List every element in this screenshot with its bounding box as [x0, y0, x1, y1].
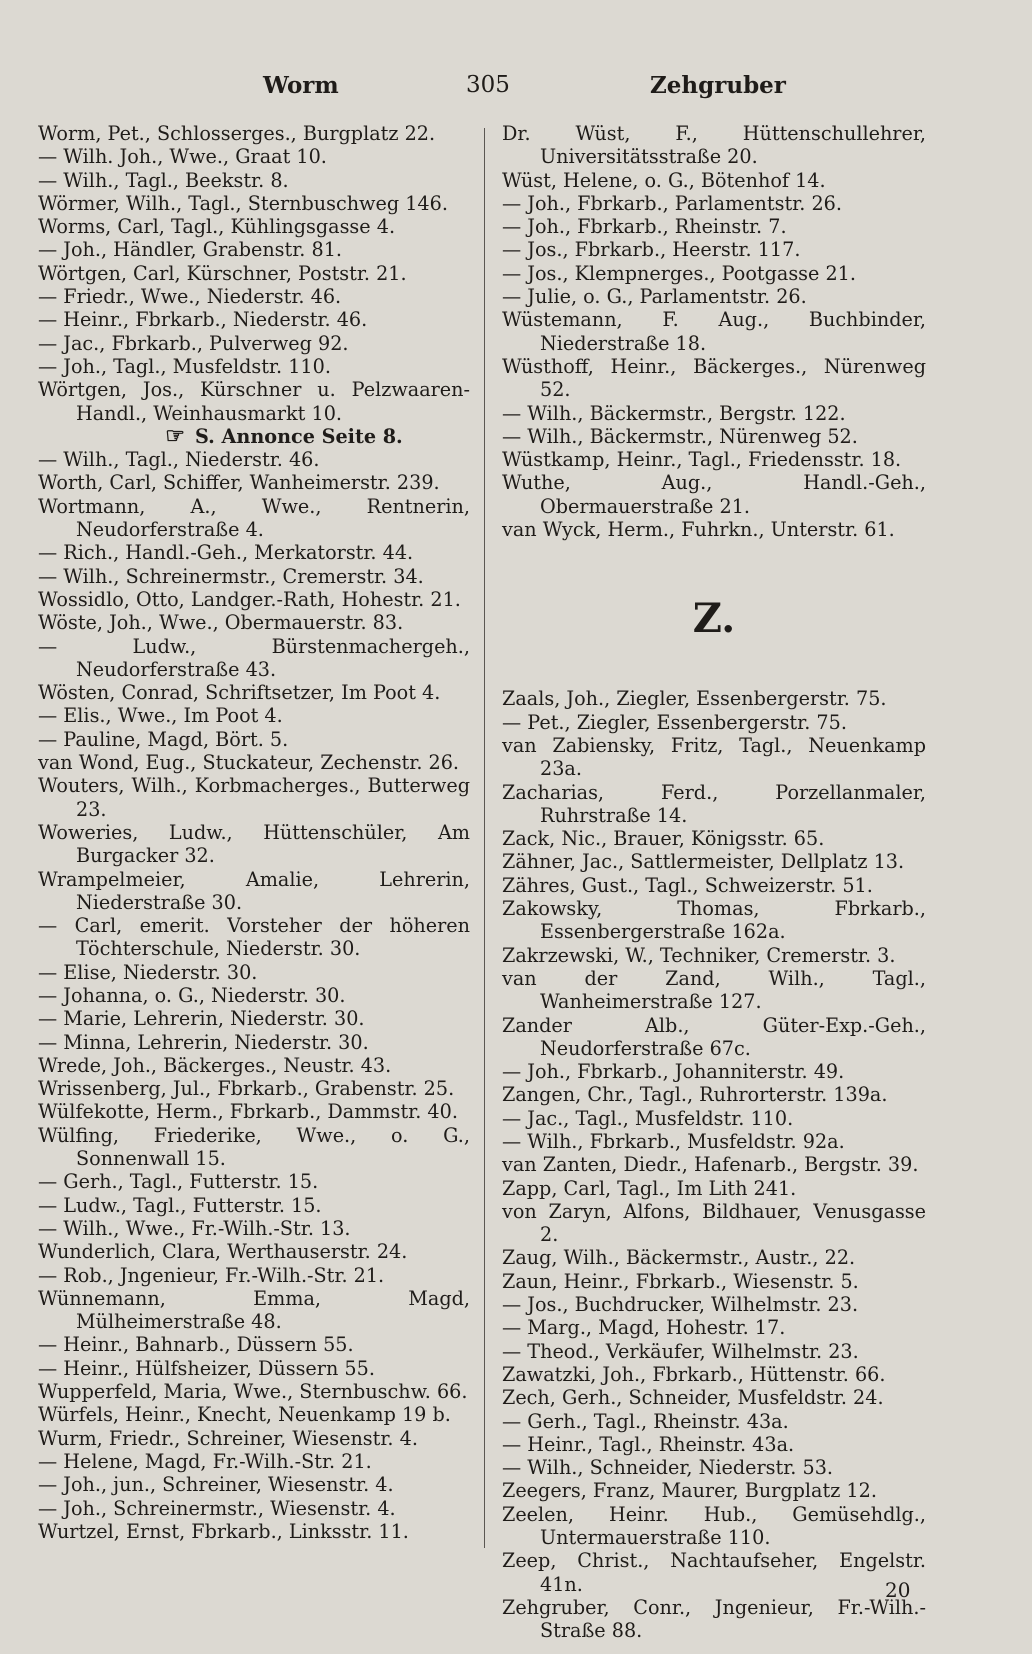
directory-entry: Zaals, Joh., Ziegler, Essenbergerstr. 75. [502, 687, 887, 711]
directory-entry: Wrampelmeier, Amalie, Lehrerin, Niederstraße 30. [38, 867, 470, 914]
directory-entry: Zacharias, Ferd., Porzellanmaler, Ruhrstraße 14. [502, 780, 926, 827]
directory-entry: — Gerh., Tagl., Rheinstr. 43a. [502, 1409, 789, 1433]
directory-entry: — Carl, emerit. Vorsteher der höheren Töchterschule, Niederstr. 30. [38, 914, 470, 961]
directory-entry: — Elise, Niederstr. 30. [38, 960, 258, 984]
directory-entry: — Johanna, o. G., Niederstr. 30. [38, 983, 346, 1007]
directory-entry: Wurm, Friedr., Schreiner, Wiesenstr. 4. [38, 1426, 418, 1450]
directory-entry: van Zanten, Diedr., Hafenarb., Bergstr. 39. [502, 1153, 919, 1177]
pointing-hand-icon: ☞ [165, 422, 185, 449]
directory-entry: — Wilh., Tagl., Niederstr. 46. [38, 448, 320, 472]
directory-entry: Zähner, Jac., Sattlermeister, Dellplatz 13. [502, 850, 905, 874]
header-right-keyword: Zehgruber [650, 72, 786, 99]
directory-entry: Zeegers, Franz, Maurer, Burgplatz 12. [502, 1479, 877, 1503]
directory-entry: — Joh., Tagl., Musfeldstr. 110. [38, 354, 331, 378]
directory-entry: van der Zand, Wilh., Tagl., Wanheimerstraße 127. [502, 966, 926, 1014]
directory-entry: Wortmann, A., Wwe., Rentnerin, Neudorferstraße 4. [38, 494, 470, 542]
directory-entry: — Wilh., Tagl., Beekstr. 8. [38, 168, 289, 192]
directory-entry: Zangen, Chr., Tagl., Ruhrorterstr. 139a. [502, 1083, 888, 1107]
directory-entry: Wupperfeld, Maria, Wwe., Sternbuschw. 66. [38, 1380, 468, 1404]
directory-entry: van Zabiensky, Fritz, Tagl., Neuenkamp 23a. [502, 733, 926, 781]
directory-entry: Wossidlo, Otto, Landger.-Rath, Hohestr. 21. [38, 587, 461, 611]
directory-entry: — Wilh., Fbrkarb., Musfeldstr. 92a. [502, 1129, 845, 1153]
directory-entry: Wunderlich, Clara, Werthauserstr. 24. [38, 1240, 408, 1264]
footer-signature: 20 [885, 1578, 911, 1602]
directory-entry: — Wilh., Wwe., Fr.-Wilh.-Str. 13. [38, 1216, 351, 1240]
directory-entry: — Minna, Lehrerin, Niederstr. 30. [38, 1030, 369, 1054]
directory-entry: — Helene, Magd, Fr.-Wilh.-Str. 21. [38, 1449, 372, 1473]
directory-entry: Worm, Pet., Schlosserges., Burgplatz 22. [38, 122, 436, 145]
directory-entry: — Heinr., Hülfsheizer, Düssern 55. [38, 1356, 375, 1380]
directory-entry: Wösten, Conrad, Schriftsetzer, Im Poot 4. [38, 681, 441, 705]
directory-entry: — Jos., Buchdrucker, Wilhelmstr. 23. [502, 1293, 859, 1317]
directory-entry: — Pet., Ziegler, Essenbergerstr. 75. [502, 710, 847, 734]
directory-entry: — Rob., Jngenieur, Fr.-Wilh.-Str. 21. [38, 1263, 385, 1287]
directory-entry: Zaug, Wilh., Bäckermstr., Austr., 22. [502, 1246, 856, 1270]
directory-entry: Wöste, Joh., Wwe., Obermauerstr. 83. [38, 611, 404, 635]
directory-entry: Wünnemann, Emma, Magd, Mülheimerstraße 48. [38, 1286, 470, 1334]
directory-entry: — Heinr., Tagl., Rheinstr. 43a. [502, 1432, 795, 1456]
annonce-text: S. Annonce Seite 8. [194, 424, 403, 448]
directory-entry: — Wilh., Bäckermstr., Nürenweg 52. [502, 424, 858, 448]
directory-entry: Zander Alb., Güter-Exp.-Geh., Neudorferstraße 67c. [502, 1013, 926, 1060]
directory-entry: Wrissenberg, Jul., Fbrkarb., Grabenstr. 25. [38, 1077, 455, 1101]
directory-entry: Wörtgen, Jos., Kürschner u. Pelzwaaren-Handl., Weinhausmarkt 10. [38, 378, 470, 425]
directory-entry: Zakrzewski, W., Techniker, Cremerstr. 3. [502, 943, 896, 967]
directory-entry: Wülfekotte, Herm., Fbrkarb., Dammstr. 40. [38, 1100, 458, 1124]
directory-entry: van Wyck, Herm., Fuhrkn., Unterstr. 61. [502, 518, 895, 542]
directory-entry: — Marg., Magd, Hohestr. 17. [502, 1316, 786, 1340]
directory-entry: — Wilh. Joh., Wwe., Graat 10. [38, 145, 327, 169]
directory-entry: — Joh., jun., Schreiner, Wiesenstr. 4. [38, 1473, 394, 1497]
directory-entry: — Gerh., Tagl., Futterstr. 15. [38, 1170, 319, 1194]
directory-entry: Zapp, Carl, Tagl., Im Lith 241. [502, 1176, 797, 1200]
directory-entry: — Joh., Fbrkarb., Rheinstr. 7. [502, 215, 787, 239]
directory-entry: — Jos., Fbrkarb., Heerstr. 117. [502, 238, 801, 262]
directory-entry: — Jos., Klempnerges., Pootgasse 21. [502, 261, 856, 285]
directory-entry: — Friedr., Wwe., Niederstr. 46. [38, 285, 342, 309]
right-column-bottom-entries [502, 687, 926, 1642]
directory-entry: — Jac., Fbrkarb., Pulverweg 92. [38, 331, 349, 355]
directory-entry: — Theod., Verkäufer, Wilhelmstr. 23. [502, 1339, 859, 1363]
directory-entry: Zack, Nic., Brauer, Königsstr. 65. [502, 827, 825, 851]
directory-entry: Wörmer, Wilh., Tagl., Sternbuschweg 146. [38, 191, 448, 215]
directory-entry: von Zaryn, Alfons, Bildhauer, Venusgasse 2. [502, 1199, 926, 1247]
directory-entry: Wouters, Wilh., Korbmacherges., Butterweg 23. [38, 774, 470, 821]
directory-entry: — Wilh., Schreinermstr., Cremerstr. 34. [38, 564, 424, 588]
directory-entry: Zakowsky, Thomas, Fbrkarb., Essenbergerstraße 162a. [502, 897, 926, 944]
directory-entry: — Jac., Tagl., Musfeldstr. 110. [502, 1106, 794, 1130]
directory-entry: Wüsthoff, Heinr., Bäckerges., Nürenweg 52. [502, 354, 926, 402]
directory-entry: — Wilh., Schneider, Niederstr. 53. [502, 1456, 834, 1480]
directory-entry: Wüstemann, F. Aug., Buchbinder, Niederstraße 18. [502, 308, 926, 355]
directory-entry: — Ludw., Bürstenmachergeh., Neudorferstraße 43. [38, 634, 470, 681]
directory-entry: — Elis., Wwe., Im Poot 4. [38, 704, 283, 728]
column-divider [484, 128, 485, 1548]
directory-entry: Wurtzel, Ernst, Fbrkarb., Linksstr. 11. [38, 1519, 409, 1543]
directory-entry: — Julie, o. G., Parlamentstr. 26. [502, 285, 807, 309]
directory-entry: Worth, Carl, Schiffer, Wanheimerstr. 239. [38, 471, 440, 495]
directory-entry: — Wilh., Bäckermstr., Bergstr. 122. [502, 401, 846, 425]
directory-entry: Dr. Wüst, F., Hüttenschullehrer, Universitätsstraße 20. [502, 122, 926, 169]
directory-entry: Zeep, Christ., Nachtaufseher, Engelstr. 41n. [502, 1549, 926, 1596]
directory-entry: — Pauline, Magd, Bört. 5. [38, 727, 289, 751]
directory-entry: Zawatzki, Joh., Fbrkarb., Hüttenstr. 66. [502, 1362, 886, 1386]
directory-entry: — Joh., Händler, Grabenstr. 81. [38, 238, 343, 262]
directory-entry: Zaun, Heinr., Fbrkarb., Wiesenstr. 5. [502, 1269, 859, 1293]
annonce-reference [38, 422, 470, 449]
directory-entry: van Wond, Eug., Stuckateur, Zechenstr. 26. [38, 751, 460, 775]
directory-entry: — Heinr., Fbrkarb., Niederstr. 46. [38, 308, 368, 332]
directory-entry: — Joh., Fbrkarb., Johanniterstr. 49. [502, 1060, 845, 1084]
directory-entry: Wüstkamp, Heinr., Tagl., Friedensstr. 18. [502, 448, 902, 472]
directory-entry: Wüst, Helene, o. G., Bötenhof 14. [502, 168, 826, 192]
right-column-top-entries [502, 122, 926, 541]
left-column [38, 122, 470, 1543]
directory-entry: Wörtgen, Carl, Kürschner, Poststr. 21. [38, 261, 407, 285]
directory-entry: — Marie, Lehrerin, Niederstr. 30. [38, 1007, 365, 1031]
directory-entry: — Rich., Handl.-Geh., Merkatorstr. 44. [38, 541, 414, 565]
page-header [0, 72, 1032, 112]
section-letter: Z. [692, 595, 736, 643]
directory-entry: Würfels, Heinr., Knecht, Neuenkamp 19 b. [38, 1403, 451, 1427]
directory-entry: Worms, Carl, Tagl., Kühlingsgasse 4. [38, 215, 396, 239]
directory-entry: Zähres, Gust., Tagl., Schweizerstr. 51. [502, 873, 873, 897]
right-column [502, 122, 926, 1643]
directory-entry: Wuthe, Aug., Handl.-Geh., Obermauerstraße 21. [502, 471, 926, 518]
directory-entry: Wülfing, Friederike, Wwe., o. G., Sonnenwall 15. [38, 1123, 470, 1171]
directory-entry: — Ludw., Tagl., Futterstr. 15. [38, 1193, 322, 1217]
page-number: 305 [466, 72, 510, 98]
directory-entry: Woweries, Ludw., Hüttenschüler, Am Burgacker 32. [38, 820, 470, 868]
directory-entry: Zech, Gerh., Schneider, Musfeldstr. 24. [502, 1386, 884, 1410]
directory-entry: Wrede, Joh., Bäckerges., Neustr. 43. [38, 1053, 392, 1077]
directory-entry: Zeelen, Heinr. Hub., Gemüsehdlg., Untermauerstraße 110. [502, 1502, 926, 1550]
directory-entry: — Joh., Fbrkarb., Parlamentstr. 26. [502, 191, 842, 215]
directory-entry: — Joh., Schreinermstr., Wiesenstr. 4. [38, 1496, 396, 1520]
directory-entry: Zehgruber, Conr., Jngenieur, Fr.-Wilh.-Straße 88. [502, 1595, 926, 1643]
header-left-keyword: Worm [263, 72, 339, 99]
directory-entry: — Heinr., Bahnarb., Düssern 55. [38, 1333, 354, 1357]
